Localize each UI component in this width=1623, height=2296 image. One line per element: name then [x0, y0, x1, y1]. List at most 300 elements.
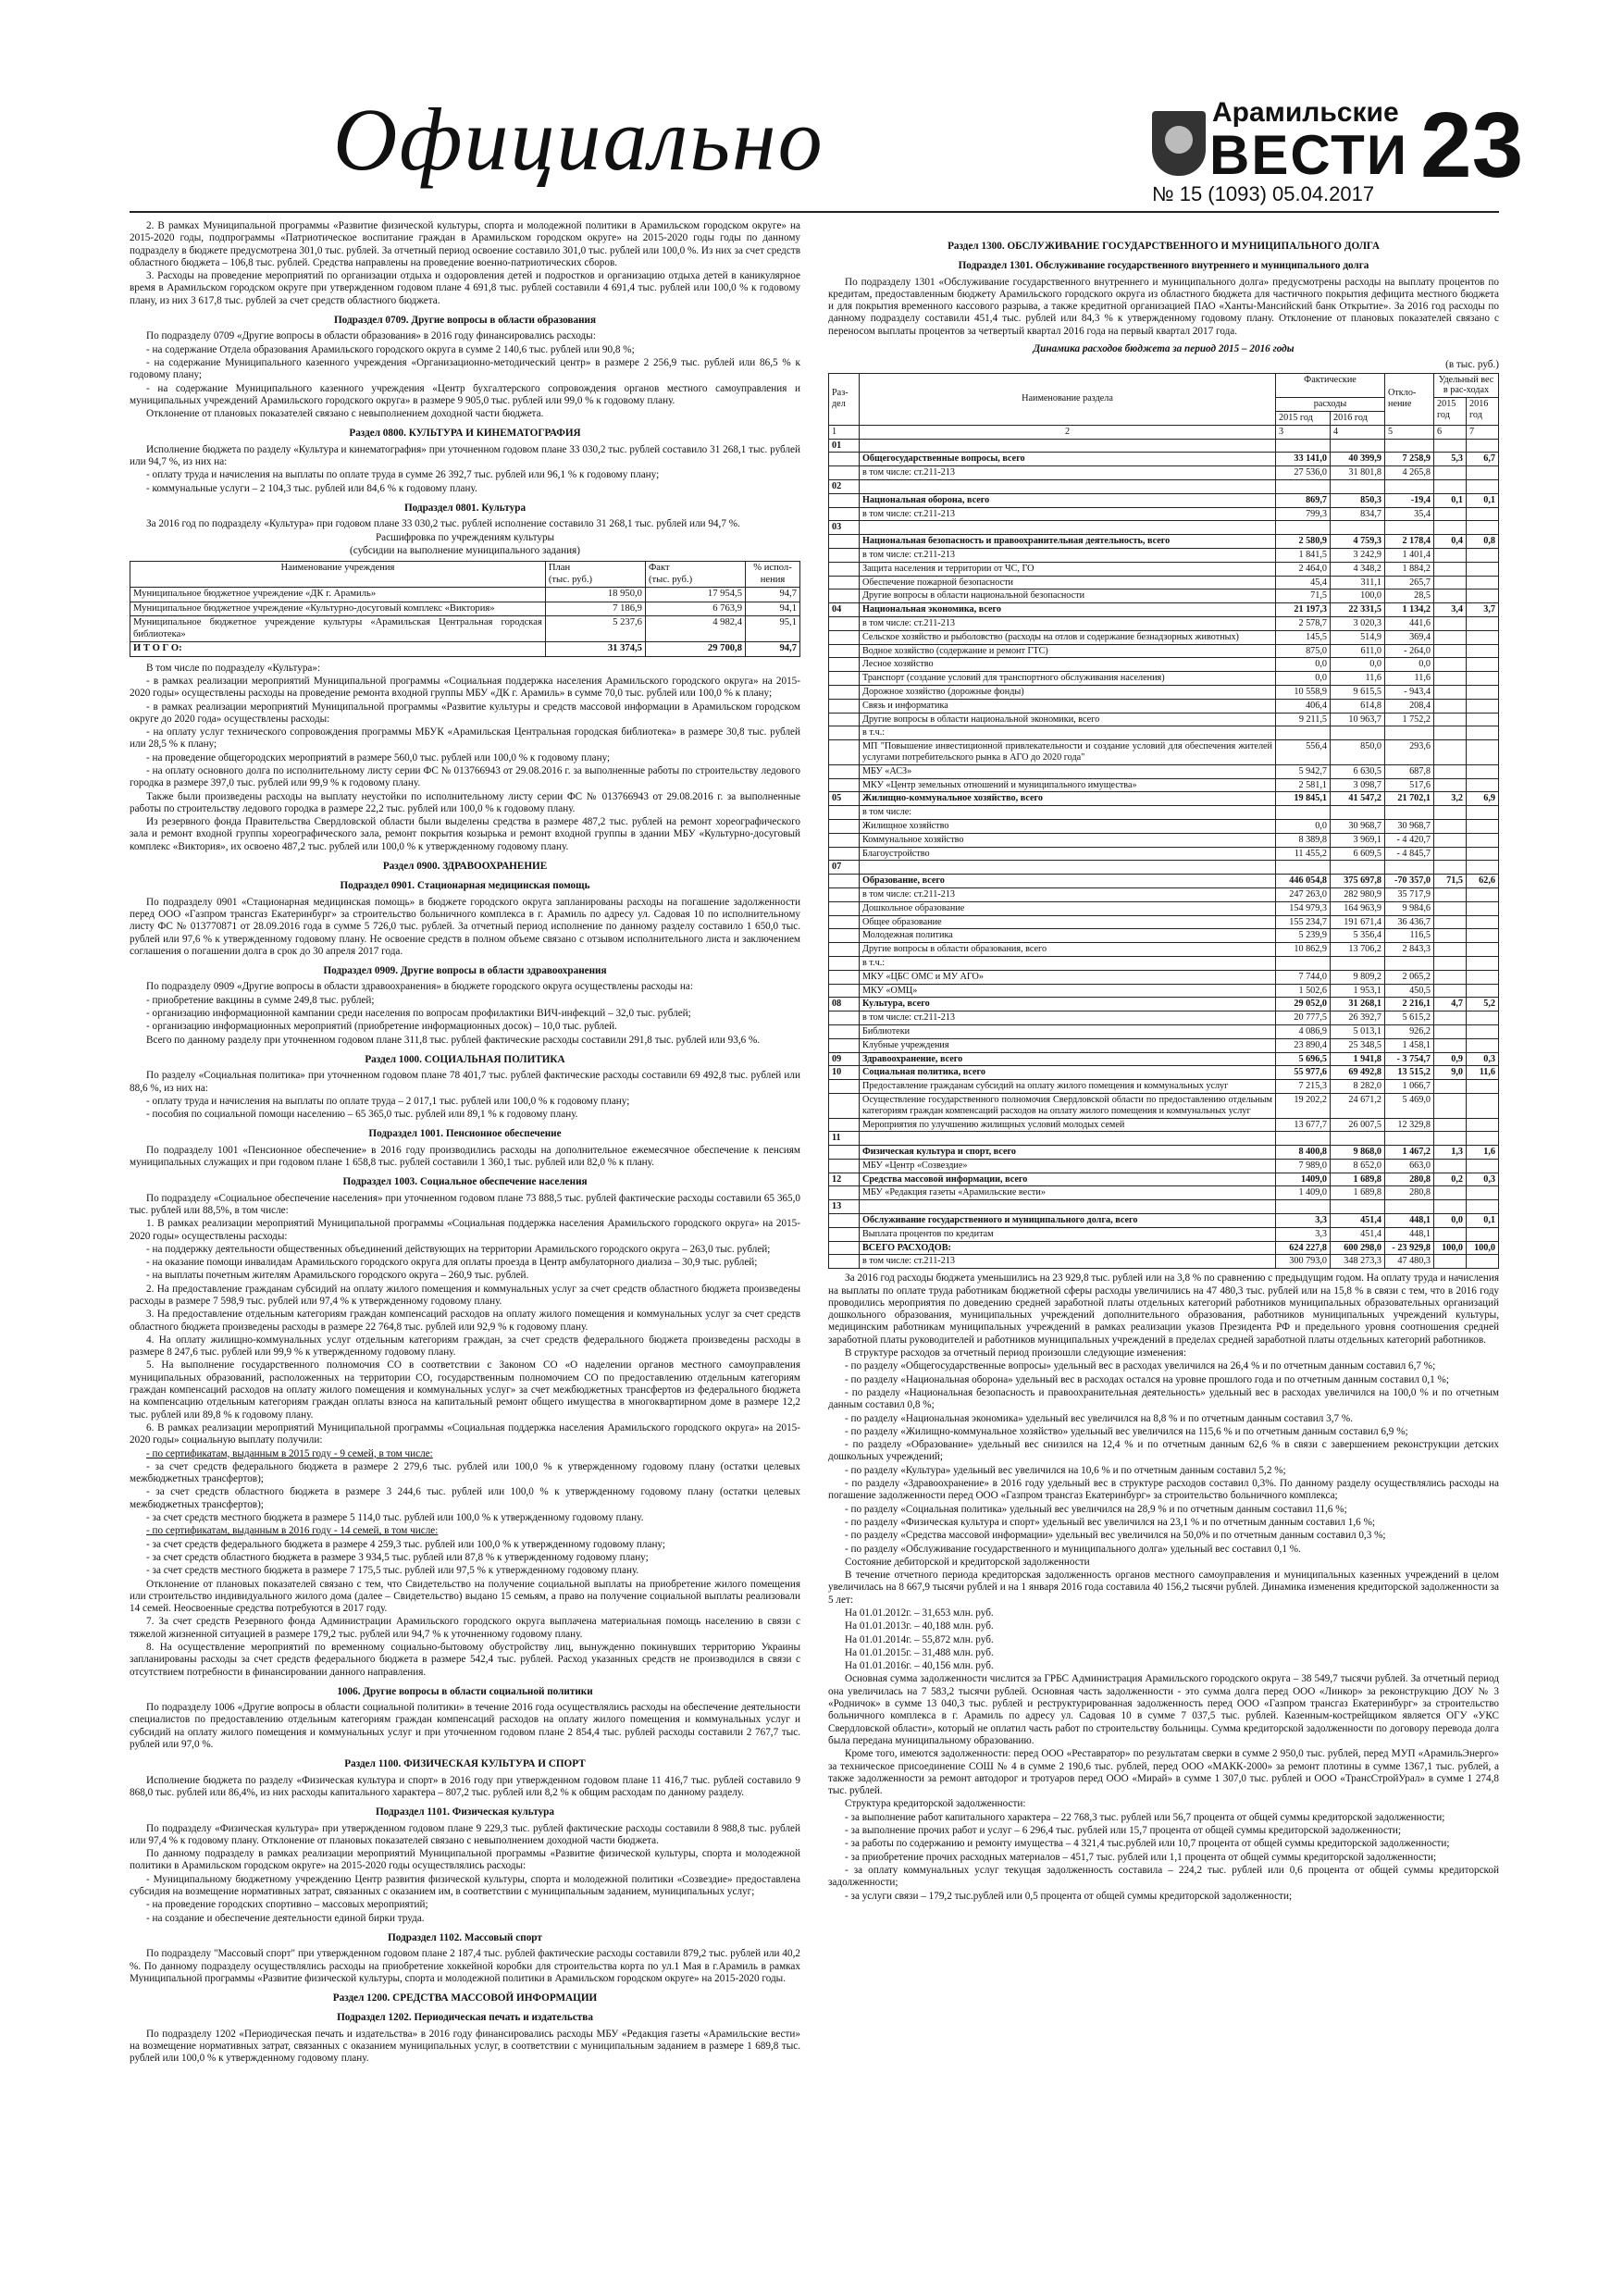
table-cell	[1434, 630, 1467, 644]
table-row	[829, 726, 1499, 740]
table-cell: 100,0	[1467, 1241, 1499, 1255]
table-cell	[829, 493, 860, 507]
table-cell	[829, 658, 860, 672]
table-cell: 71,5	[1434, 875, 1467, 888]
table-cell: 293,6	[1385, 740, 1434, 765]
table-cell: Средства массовой информации, всего	[860, 1173, 1276, 1186]
column-header: 2016 год	[1467, 398, 1499, 426]
column-header	[645, 562, 745, 588]
paragraph: По данному подразделу в рамках реализации мероприятий Муниципальной программы «Развитие физической культуры, спорта и молодежной политики в Арамильском городском округе» на 2015-2020 годы осуществлялись расходы:	[130, 1848, 800, 1872]
coat-of-arms-icon	[1152, 111, 1206, 176]
table-cell	[1331, 861, 1385, 875]
table-cell: 20 777,5	[1276, 1011, 1331, 1025]
table-cell: 517,6	[1385, 778, 1434, 792]
table-cell: - 943,4	[1385, 686, 1434, 700]
table-cell	[1385, 1132, 1434, 1146]
paragraph: 7. За счет средств Резервного фонда Администрации Арамильского городского округа выплачена материальная помощь населению в связи с тяжелой жизненной ситуацией в размере 179,2 тыс. рублей или 94,7 % к уточненному годовому плану.	[130, 1616, 800, 1640]
paragraph: За 2016 год по подразделу «Культура» при годовом плане 33 030,2 тыс. рублей исполнение составило 31 268,1 тыс. рублей или 94,7 %.	[146, 518, 740, 530]
table-cell: в т.ч.:	[860, 726, 1276, 740]
table-cell	[1434, 644, 1467, 658]
table-cell	[829, 1080, 860, 1094]
table-cell	[1434, 887, 1467, 901]
table-cell: 12	[829, 1173, 860, 1186]
table-row	[130, 588, 800, 602]
table-cell: 834,7	[1331, 507, 1385, 521]
table-row	[829, 764, 1499, 778]
table-cell	[1467, 764, 1499, 778]
table-cell	[1434, 617, 1467, 631]
table-cell: 41 547,2	[1331, 792, 1385, 806]
table-cell	[1434, 1080, 1467, 1094]
paragraph: 2. На предоставление гражданам субсидий на оплату жилого помещения и коммунальных услуг за счет средств областного бюджета произведены расходы в размере 7 598,9 тыс. рублей или 97,4 % к утвержденному годовому плану.	[130, 1283, 800, 1307]
table-row	[829, 847, 1499, 861]
table-cell: Муниципальное бюджетное учреждение «Культурно-досуговый комплекс «Виктория»	[130, 602, 546, 616]
table-cell	[1467, 740, 1499, 765]
paragraph: - приобретение вакцины в сумме 249,8 тыс. рублей;	[146, 994, 375, 1006]
table-cell	[1434, 726, 1467, 740]
paragraph: - оплату труда и начисления на выплаты по оплате труда – 2 017,1 тыс. рублей или 100,0 % к годовому плану;	[146, 1095, 630, 1107]
table-cell: 95,1	[746, 616, 800, 642]
table-cell: 5 696,5	[1276, 1052, 1331, 1066]
table-cell: Образование, всего	[860, 875, 1276, 888]
table-cell	[829, 887, 860, 901]
table-cell	[1467, 833, 1499, 847]
table-unit: (в тыс. руб.)	[1445, 359, 1499, 371]
table-cell: 1 458,1	[1385, 1038, 1434, 1052]
logo-line-1: Арамильские	[1212, 97, 1399, 128]
table-cell: 208,4	[1385, 699, 1434, 713]
table-cell	[829, 466, 860, 480]
table-cell	[1467, 726, 1499, 740]
table-cell: 13 706,2	[1331, 943, 1385, 957]
table-cell: 446 054,8	[1276, 875, 1331, 888]
table-cell	[1434, 806, 1467, 820]
table-row	[829, 466, 1499, 480]
table-cell: 2 178,4	[1385, 535, 1434, 549]
table-cell	[1276, 861, 1331, 875]
paragraph: - по разделу «Национальная экономика» удельный вес увеличился на 8,8 % и по отчетным данным составил 3,7 %.	[845, 1412, 1354, 1424]
table-cell: в том числе: ст.211-213	[860, 549, 1276, 563]
table-cell: 19 202,2	[1276, 1093, 1331, 1118]
table-cell	[1276, 480, 1331, 494]
column-header: Раз-дел	[829, 373, 860, 425]
table-cell	[829, 1146, 860, 1160]
table-cell: 600 298,0	[1331, 1241, 1385, 1255]
table-cell: Национальная оборона, всего	[860, 493, 1276, 507]
paragraph: На 01.01.2016г. – 40,156 млн. руб.	[845, 1660, 994, 1672]
section-heading: Раздел 1300. ОБСЛУЖИВАНИЕ ГОСУДАРСТВЕННОГО И МУНИЦИПАЛЬНОГО ДОЛГА	[948, 241, 1380, 252]
table-row	[829, 833, 1499, 847]
table-row	[829, 1146, 1499, 1160]
paragraph: По подразделу «Социальное обеспечение населения» при уточненном годовом плане 73 888,5 тыс. рублей фактические расходы составили 65 365,0 тыс. рублей или 88,5%, в том числе:	[130, 1192, 800, 1216]
table-cell	[1467, 901, 1499, 915]
table-cell: в том числе: ст.211-213	[860, 466, 1276, 480]
table-cell	[829, 833, 860, 847]
paragraph: - по разделу «Здравоохранение» в 2016 году удельный вес в структуре расходов составил 0,3%. По данному разделу осуществлялись расходы на погашение задолженности перед ООО «Газпром трансгаз Екатеринбург» за строительство больничного комплекса;	[828, 1478, 1499, 1502]
table-cell	[829, 672, 860, 686]
table-cell: 441,6	[1385, 617, 1434, 631]
right-column	[828, 220, 1499, 1904]
table-cell: 3 020,3	[1331, 617, 1385, 631]
table-cell	[1467, 699, 1499, 713]
table-cell: 0,8	[1467, 535, 1499, 549]
section-heading: 1006. Другие вопросы в области социальной политики	[337, 1685, 593, 1697]
table-cell	[829, 699, 860, 713]
table-cell: 62,6	[1467, 875, 1499, 888]
table-cell: 7 186,9	[545, 602, 645, 616]
table-cell: Жилищно-коммунальное хозяйство, всего	[860, 792, 1276, 806]
table-cell	[829, 1118, 860, 1132]
table-cell: 0,1	[1467, 1214, 1499, 1228]
table-cell	[1276, 1132, 1331, 1146]
paragraph: - по разделу «Общегосударственные вопросы» удельный вес в расходах увеличился на 26,4 % и по отчетным данным составил 6,7 %;	[845, 1360, 1436, 1372]
table-cell	[1434, 740, 1467, 765]
table-row	[829, 915, 1499, 929]
table-cell: 6 609,5	[1331, 847, 1385, 861]
table-cell: 448,1	[1385, 1214, 1434, 1228]
table-cell	[1467, 713, 1499, 726]
table-cell: 5 013,1	[1331, 1024, 1385, 1038]
table-cell: 9 615,5	[1331, 686, 1385, 700]
table-cell	[829, 778, 860, 792]
table-cell: 8 400,8	[1276, 1146, 1331, 1160]
table-cell	[1434, 507, 1467, 521]
table-row	[829, 576, 1499, 590]
table-cell: МП "Повышение инвестиционной привлекательности и создание условий для обеспечения жителей услугами потребительского рынка в АГО до 2020 года"	[860, 740, 1276, 765]
section-title: Официально	[333, 90, 824, 189]
table-cell: 850,0	[1331, 740, 1385, 765]
table-cell: в том числе: ст.211-213	[860, 507, 1276, 521]
table-cell: 450,5	[1385, 984, 1434, 998]
table-cell	[1467, 847, 1499, 861]
table-cell	[829, 1024, 860, 1038]
table-cell: 799,3	[1276, 507, 1331, 521]
table-cell	[829, 726, 860, 740]
table-cell	[829, 549, 860, 563]
table-cell: 29 700,8	[645, 642, 745, 657]
table-cell	[1467, 617, 1499, 631]
header-divider	[130, 211, 1499, 213]
table-cell	[860, 861, 1276, 875]
table-row	[829, 1024, 1499, 1038]
table-cell	[1434, 915, 1467, 929]
paragraph: 6. В рамках реализации мероприятий Муниципальной программы «Социальная поддержка населения Арамильского городского округа» на 2015-2020 годы» социальную выплату получили:	[130, 1421, 800, 1446]
table-cell	[829, 1255, 860, 1269]
dynamics-table	[828, 373, 1499, 1270]
table-cell: 3 969,1	[1331, 833, 1385, 847]
table-cell: 19 845,1	[1276, 792, 1331, 806]
paragraph: 8. На осуществление мероприятий по временному социально-бытовому обустройству лиц, вынужденно покинувших территорию Украины запланированы расходы за счет средств федерального бюджета в размере 542,4 тыс. рублей. Расход указанных средств не производился в связи с отсутствием потребности в финансировании данного направления.	[130, 1642, 800, 1678]
paragraph: - по разделу «Образование» удельный вес снизился на 12,4 % и по отчетным данным 62,6 % в связи с завершением реконструкции детских дошкольных учреждений;	[828, 1439, 1499, 1463]
table-cell: 09	[829, 1052, 860, 1066]
table-cell	[1434, 778, 1467, 792]
table-cell: 0,0	[1385, 658, 1434, 672]
table-cell: Общегосударственные вопросы, всего	[860, 453, 1276, 466]
table-cell: 11,6	[1385, 672, 1434, 686]
table-cell: в том числе: ст.211-213	[860, 617, 1276, 631]
table-cell: 33 141,0	[1276, 453, 1331, 466]
table-row	[829, 1011, 1499, 1025]
table-cell	[829, 1241, 860, 1255]
table-cell: 31 801,8	[1331, 466, 1385, 480]
table-cell	[1385, 521, 1434, 535]
paragraph: По подразделу 0709 «Другие вопросы в области образования» в 2016 году финансировались расходы:	[146, 330, 596, 342]
table-cell: 10 862,9	[1276, 943, 1331, 957]
table-cell: 687,8	[1385, 764, 1434, 778]
table-cell	[829, 1093, 860, 1118]
table-cell: 6 630,5	[1331, 764, 1385, 778]
table-cell: 27 536,0	[1276, 466, 1331, 480]
table-cell	[1276, 806, 1331, 820]
table-cell	[1467, 480, 1499, 494]
paragraph: - за услуги связи – 179,2 тыс.рублей или 0,5 процента от общей суммы кредиторской задолженности;	[845, 1890, 1293, 1902]
table-cell: 04	[829, 603, 860, 617]
table-cell: Социальная политика, всего	[860, 1066, 1276, 1080]
table-cell: 0,9	[1434, 1052, 1467, 1066]
section-heading: Раздел 1200. СРЕДСТВА МАССОВОЙ ИНФОРМАЦИИ	[332, 1992, 598, 2004]
table-cell	[1467, 956, 1499, 970]
table-cell	[1276, 521, 1331, 535]
table-cell: 0,0	[1434, 1214, 1467, 1228]
paragraph: - на создание и обеспечение деятельности единой бирки труда.	[146, 1912, 425, 1924]
section-heading: Раздел 1000. СОЦИАЛЬНАЯ ПОЛИТИКА	[365, 1053, 565, 1065]
table-cell: 40 399,9	[1331, 453, 1385, 466]
table-cell: 1 841,5	[1276, 549, 1331, 563]
table-row	[829, 943, 1499, 957]
table-row	[829, 984, 1499, 998]
table-cell: 3,3	[1276, 1214, 1331, 1228]
table-cell: 12 329,8	[1385, 1118, 1434, 1132]
section-heading: Подраздел 1301. Обслуживание государственного внутреннего и муниципального долга	[958, 260, 1369, 272]
table-cell: 451,4	[1331, 1214, 1385, 1228]
table-cell: 94,7	[746, 642, 800, 657]
table-cell: 3,2	[1434, 792, 1467, 806]
paragraph: На 01.01.2013г. – 40,188 млн. руб.	[845, 1620, 994, 1632]
column-header: 2015 год	[1276, 412, 1331, 426]
table-cell	[1467, 686, 1499, 700]
table-row	[829, 590, 1499, 603]
section-heading: Раздел 1100. ФИЗИЧЕСКАЯ КУЛЬТУРА И СПОРТ	[344, 1758, 586, 1770]
table-cell: 280,8	[1385, 1186, 1434, 1200]
table-cell	[1434, 847, 1467, 861]
table-cell: МБУ «АСЗ»	[860, 764, 1276, 778]
table-cell: 18 950,0	[545, 588, 645, 602]
table-cell: Мероприятия по улучшению жилищных условий молодых семей	[860, 1118, 1276, 1132]
table-row	[829, 535, 1499, 549]
table-cell: 36 436,7	[1385, 915, 1434, 929]
table-cell	[1467, 861, 1499, 875]
table-cell	[1467, 1118, 1499, 1132]
table-cell: 3,3	[1276, 1227, 1331, 1241]
table-cell: 614,8	[1331, 699, 1385, 713]
table-cell	[1385, 956, 1434, 970]
table-row	[829, 1159, 1499, 1173]
table-cell: 0,0	[1276, 672, 1331, 686]
table-cell	[829, 590, 860, 603]
table-cell	[1434, 686, 1467, 700]
table-cell: 3,7	[1467, 603, 1499, 617]
table-cell: 4,7	[1434, 998, 1467, 1011]
table-cell	[1434, 439, 1467, 453]
table-cell	[1331, 1132, 1385, 1146]
table-cell: 164 963,9	[1331, 901, 1385, 915]
paragraph: 1. В рамках реализации мероприятий Муниципальной программы «Социальная поддержка населения Арамильского городского округа» на 2015-2020 годы» осуществлены расходы:	[130, 1218, 800, 1242]
table-cell: - 4 420,7	[1385, 833, 1434, 847]
section-heading: Подраздел 0901. Стационарная медицинская помощь	[340, 880, 590, 892]
column-number: 6	[1434, 425, 1467, 439]
table-cell: 451,4	[1331, 1227, 1385, 1241]
paragraph: - по разделу «Физическая культура и спорт» удельный вес увеличился на 23,1 % и по отчетным данным составил 1,6 %;	[845, 1516, 1375, 1528]
table-row	[829, 630, 1499, 644]
table-cell: 154 979,3	[1276, 901, 1331, 915]
table-cell	[1434, 970, 1467, 984]
table-cell: Другие вопросы в области национальной экономики, всего	[860, 713, 1276, 726]
table-cell	[829, 806, 860, 820]
table-cell	[1467, 1038, 1499, 1052]
table-cell: Защита населения и территории от ЧС, ГО	[860, 562, 1276, 576]
paragraph: По подразделу 1001 «Пенсионное обеспечение» в 2016 году производились расходы на дополнительное ежемесячное обеспечение к пенсиям муниципальных служащих и при годовом плане 1 658,8 тыс. рублей составили 1 360,1 тыс. рублей или 82,0 % к плану.	[130, 1144, 800, 1169]
table-cell	[829, 562, 860, 576]
table-cell	[1434, 943, 1467, 957]
table-total-row	[130, 642, 800, 657]
table-cell	[829, 1159, 860, 1173]
table-cell: Выплата процентов по кредитам	[860, 1227, 1276, 1241]
paragraph: - по разделу «Обслуживание государственного и муниципального долга» удельный вес составил 0,1 %.	[845, 1543, 1301, 1555]
table-cell	[1467, 819, 1499, 833]
table-cell	[1434, 1038, 1467, 1052]
table-cell	[1434, 861, 1467, 875]
table-cell: 21 197,3	[1276, 603, 1331, 617]
table-cell: 5 237,6	[545, 616, 645, 642]
table-cell	[829, 1214, 860, 1228]
table-cell: 1,6	[1467, 1146, 1499, 1160]
table-cell: Другие вопросы в области образования, всего	[860, 943, 1276, 957]
section-heading: Подраздел 0709. Другие вопросы в области образования	[333, 315, 597, 327]
table-cell: 7 744,0	[1276, 970, 1331, 984]
table-cell: 2 581,1	[1276, 778, 1331, 792]
table-row	[829, 792, 1499, 806]
table-cell: 4 759,3	[1331, 535, 1385, 549]
table-cell	[1467, 466, 1499, 480]
table-cell: 35,4	[1385, 507, 1434, 521]
paragraph: По подразделу 0901 «Стационарная медицинская помощь» в бюджете городского округа запланированы расходы на погашение задолженности перед ООО «Газпром трансгаз Екатеринбург» за строительство больничного комплекса в г. Арамиль по адресу ул. Садовая 10 по исполнительному листу ФС № 013770871 от 28.09.2016 года в сумме 5 726,0 тыс. рублей. За отчетный период исполнение по данному разделу составило 1 650,0 тыс. рублей или 97,6 % к утвержденному годовому плану. Не освоение средств в полном объеме связано с отзывом исполнительного листа и заключением соглашения о погашении долга в срок до 30 апреля 2017 года.	[130, 896, 800, 957]
table-cell: 31 374,5	[545, 642, 645, 657]
table-cell: 1 689,8	[1331, 1173, 1385, 1186]
table-cell: 155 234,7	[1276, 915, 1331, 929]
column-header: % испол-нения	[746, 562, 800, 588]
table-cell: 9 809,2	[1331, 970, 1385, 984]
table-cell: 23 890,4	[1276, 1038, 1331, 1052]
table-cell	[1276, 1200, 1331, 1214]
table-cell	[1434, 764, 1467, 778]
table-cell: 265,7	[1385, 576, 1434, 590]
column-header: Наименование раздела	[860, 373, 1276, 425]
table-cell	[829, 686, 860, 700]
table-cell: Коммунальное хозяйство	[860, 833, 1276, 847]
table-cell: 1 066,7	[1385, 1080, 1434, 1094]
table-cell	[1434, 1186, 1467, 1200]
table-cell	[1434, 1093, 1467, 1118]
table-cell: 1409,0	[1276, 1173, 1331, 1186]
table-cell: 6 763,9	[645, 602, 745, 616]
table-cell	[1467, 630, 1499, 644]
table-cell: 875,0	[1276, 644, 1331, 658]
table-cell: 282 980,9	[1331, 887, 1385, 901]
paragraph: Также были произведены расходы на выплату неустойки по исполнительному листу серии ФС № 013766943 от 29.08.2016 г. за выполненные работы по строительству ледового городка в размере 22,2 тыс. рублей или 100,0 % к годовому плану.	[130, 790, 800, 814]
table-cell: 0,3	[1467, 1173, 1499, 1186]
table-cell	[1467, 806, 1499, 820]
table-cell: 4 982,4	[645, 616, 745, 642]
table-cell: 22 331,5	[1331, 603, 1385, 617]
table-row	[829, 1255, 1499, 1269]
table-cell	[1467, 887, 1499, 901]
paragraph: - по разделу «Жилищно-коммунальное хозяйство» удельный вес увеличился на 115,6 % и по отчетным данным составил 6,9 %;	[845, 1425, 1408, 1437]
table-row	[829, 861, 1499, 875]
table-cell: 11 455,2	[1276, 847, 1331, 861]
table-cell	[829, 507, 860, 521]
table-cell: 29 052,0	[1276, 998, 1331, 1011]
table-cell: 13	[829, 1200, 860, 1214]
column-header: Откло-нение	[1385, 373, 1434, 425]
table-cell: 07	[829, 861, 860, 875]
table-cell: в том числе: ст.211-213	[860, 887, 1276, 901]
table-cell: 2 580,9	[1276, 535, 1331, 549]
table-cell	[860, 1200, 1276, 1214]
paragraph: На 01.01.2012г. – 31,653 млн. руб.	[845, 1607, 994, 1619]
table-cell: Другие вопросы в области национальной безопасности	[860, 590, 1276, 603]
table-cell	[829, 847, 860, 861]
paragraph: - за счет средств федерального бюджета в размере 4 259,3 тыс. рублей или 100,0 % к утвержденному годовому плану;	[146, 1538, 665, 1550]
table-cell	[829, 984, 860, 998]
paragraph: По подразделу 1006 «Другие вопросы в области социальной политики» в течение 2016 года осуществлялись расходы на обеспечение деятельности специалистов по предоставлению отдельным категориям граждан компенсаций расходов на оплату жилого помещения и коммунальных услуг и субсидий на оплату жилого помещения и коммунальных услуг и при уточненном годовом плане 2 854,4 тыс. рублей расходы составили 2 767,7 тыс. рублей или 97,0 %.	[130, 1702, 800, 1751]
table-cell	[1467, 1159, 1499, 1173]
paragraph: - на поддержку деятельности общественных объединений действующих на территории Арамильского городского округа – 263,0 тыс. рублей;	[146, 1243, 771, 1255]
column-number-row	[829, 425, 1499, 439]
table-row	[829, 480, 1499, 494]
table-cell: в т.ч.:	[860, 956, 1276, 970]
table-cell	[1434, 1132, 1467, 1146]
table-cell: МКУ «Центр земельных отношений и муниципального имущества»	[860, 778, 1276, 792]
table-row	[829, 998, 1499, 1011]
table-row	[829, 901, 1499, 915]
table-row	[829, 970, 1499, 984]
table-cell: 21 702,1	[1385, 792, 1434, 806]
table-cell: 514,9	[1331, 630, 1385, 644]
table-row	[829, 1052, 1499, 1066]
table-cell: 47 480,3	[1385, 1255, 1434, 1269]
table-row	[829, 658, 1499, 672]
table-header-row	[829, 373, 1499, 398]
table-cell: 6,9	[1467, 792, 1499, 806]
paragraph: - по сертификатам, выданным в 2015 году - 9 семей, в том числе:	[146, 1447, 433, 1459]
paragraph: - за счет средств областного бюджета в размере 3 244,6 тыс. рублей или 100,0 % к утвержденному годовому плану (остатки целевых межбюджетных трансфертов);	[130, 1486, 800, 1510]
paragraph: - на содержание Отдела образования Арамильского городского округа в сумме 2 140,6 тыс. рублей или 90,8 %;	[146, 343, 635, 355]
table-cell	[829, 740, 860, 765]
paragraph: - оплату труда и начисления на выплаты по оплате труда в сумме 26 392,7 тыс. рублей или 96,1 % к годовому плану;	[146, 469, 660, 481]
table-cell: 4 265,8	[1385, 466, 1434, 480]
table-cell	[829, 630, 860, 644]
table-cell: 1 401,4	[1385, 549, 1434, 563]
table-row	[829, 713, 1499, 726]
table-cell	[1434, 1200, 1467, 1214]
table-cell	[1434, 1159, 1467, 1173]
table-cell: Дошкольное образование	[860, 901, 1276, 915]
table-cell	[1434, 1227, 1467, 1241]
table-cell: Муниципальное бюджетное учреждение «ДК г. Арамиль»	[130, 588, 546, 602]
table-cell: 375 697,8	[1331, 875, 1385, 888]
paragraph: 3. На предоставление отдельным категориям граждан компенсаций расходов на оплату жилого помещения и коммунальных услуг за счет средств областного бюджета произведены расходы в размере 22 764,8 тыс. рублей или 92,9 % к годовому плану.	[130, 1309, 800, 1333]
section-heading: Подраздел 1101. Физическая культура	[375, 1806, 554, 1818]
